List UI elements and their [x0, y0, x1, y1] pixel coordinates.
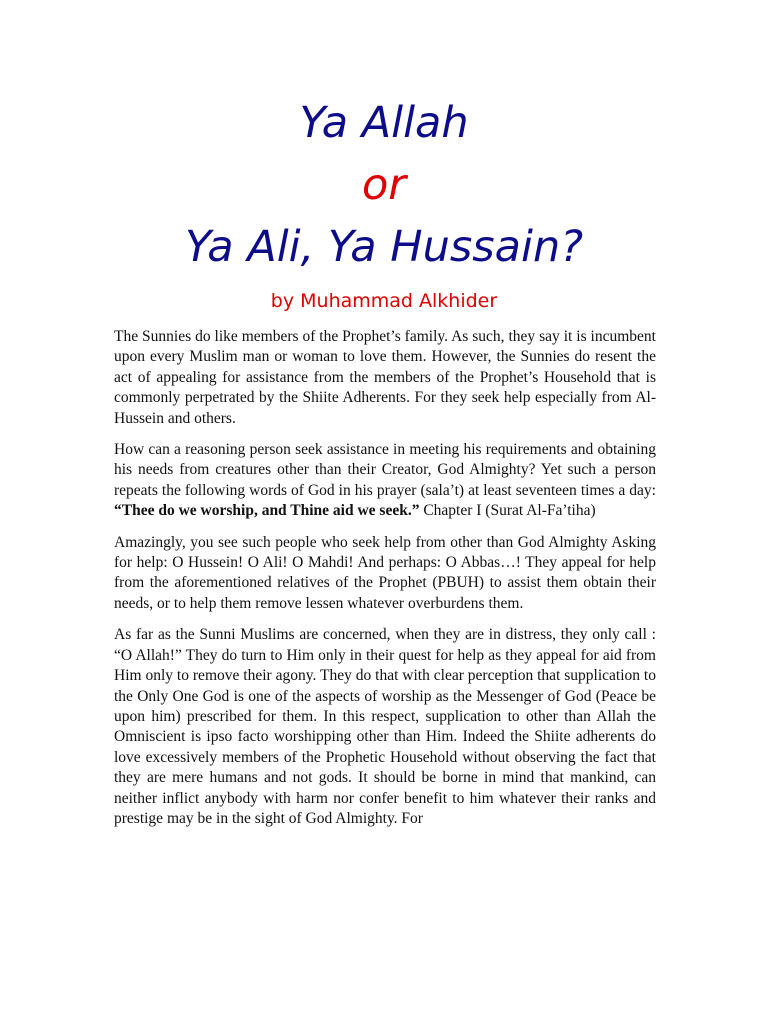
- paragraph-2-start: How can a reasoning person seek assistance in meeting his requirements and obtaining his needs from creatures other than their Creator, God Almighty? Yet such a person repeats the following words of God in his prayer (sala’t) at least seventeen times a day:: [114, 441, 656, 499]
- quran-quote: “Thee do we worship, and Thine aid we seek.”: [114, 502, 420, 520]
- document-title: [0, 92, 768, 278]
- title-line-ya-ali-ya-hussain: Ya Ali, Ya Hussain?: [184, 222, 584, 272]
- paragraph-1: The Sunnies do like members of the Prophet’s family. As such, they say it is incumbent upon every Muslim man or woman to love them. However, the Sunnies do resent the act of appealing for assistance from the members of the Prophet’s Household that is commonly perpetrated by the Shiite Adherents. For they seek help especially from Al-Hussein and others.: [114, 328, 656, 427]
- paragraph-2-end: Chapter I (Surat Al-Fa’tiha): [419, 502, 596, 520]
- title-line-ya-allah: Ya Allah: [299, 98, 469, 148]
- document-body: [114, 327, 656, 840]
- author-byline: by Muhammad Alkhider: [270, 290, 498, 312]
- title-line-or: or: [362, 160, 406, 210]
- paragraph-2: [114, 440, 656, 522]
- paragraph-4: As far as the Sunni Muslims are concerned, when they are in distress, they only call : “O Allah!” They do turn to Him only in their quest for help as they appeal for aid from Him only to remove their agony. They do that with clear perception that supplication to the Only One God is one of the aspects of worship as the Messenger of God (Peace be upon him) prescribed for them. In this respect, supplication to other than Allah the Omniscient is ipso facto worshipping other than Him. Indeed the Shiite adherents do love excessively members of the Prophetic Household without observing the fact that they are mere humans and not gods. It should be borne in mind that mankind, can neither inflict anybody with harm nor confer benefit to him whatever their ranks and prestige may be in the sight of God Almighty. For: [114, 626, 656, 827]
- paragraph-3: Amazingly, you see such people who seek help from other than God Almighty Asking for help: O Hussein! O Ali! O Mahdi! And perhaps: O Abbas…! They appeal for help from the aforementioned relatives of the Prophet (PBUH) to assist them obtain their needs, or to help them remove lessen whatever overburdens them.: [114, 533, 656, 612]
